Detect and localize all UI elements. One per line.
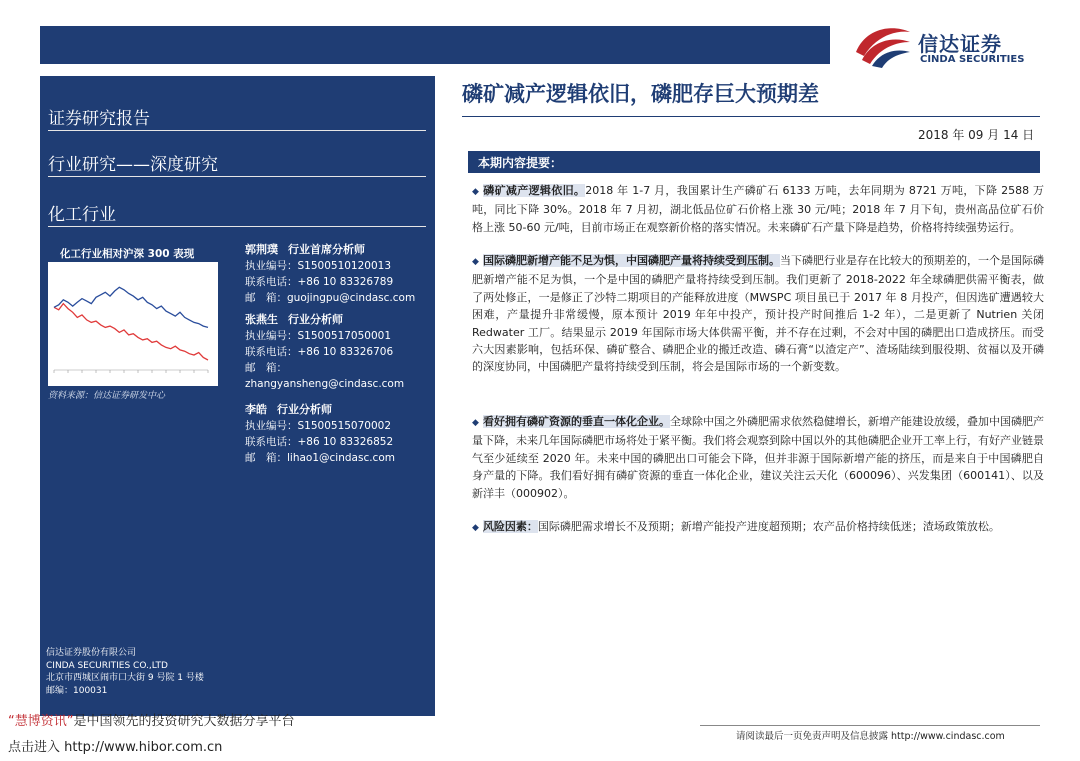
- chart-title: 化工行业相对沪深 300 表现: [60, 248, 195, 260]
- analyst-title: 行业分析师: [288, 313, 344, 326]
- chart-series-line-1: [54, 287, 208, 327]
- diamond-bullet-icon: ◆: [472, 418, 479, 428]
- summary-bullet: [472, 518, 1044, 537]
- analyst-title: 行业首席分析师: [288, 243, 366, 256]
- bullet-text: 2018 年 1-7 月，我国累计生产磷矿石 6133 万吨，去年同期为 8721 万吨，下降 2588 万吨，同比下降 30%。2018 年 7 月初，湖北低品位矿石价格上涨 30 元/吨；2018 年 7 月下旬，贵州高品位矿石价格上涨 50-60 元/吨，目前市场正在观察新价格的落实情况。未来磷矿石产量下降是趋势，价格将持续强势运行。: [472, 184, 1045, 234]
- footer-divider: [700, 725, 1040, 726]
- divider: [48, 226, 426, 227]
- top-banner: [40, 26, 830, 64]
- report-title: 磷矿减产逻辑依旧，磷肥存巨大预期差: [462, 82, 819, 106]
- firm-name-en: CINDA SECURITIES CO.,LTD: [46, 660, 168, 671]
- hibor-watermark: [0, 706, 440, 761]
- analyst-cert: S1500510120013: [297, 260, 392, 272]
- bullet-text: 国际磷肥需求增长不及预期；新增产能投产进度超预期；农产品价格持续低迷；渣场政策放松。: [537, 520, 1000, 533]
- analyst-card: [245, 312, 404, 392]
- cert-label: 执业编号：: [245, 260, 298, 272]
- analyst-email[interactable]: lihao1@cindasc.com: [287, 452, 395, 464]
- diamond-bullet-icon: ◆: [472, 257, 479, 267]
- watermark-brand: “慧博资讯”: [8, 714, 74, 729]
- cert-label: 执业编号：: [245, 330, 298, 342]
- phone-label: 联系电话：: [245, 346, 298, 358]
- firm-info: [46, 647, 204, 697]
- analyst-cert: S1500515070002: [297, 420, 392, 432]
- report-type: 证券研究报告: [48, 109, 150, 129]
- email-label: 邮 箱：: [245, 362, 287, 374]
- divider: [48, 130, 426, 131]
- email-label: 邮 箱：: [245, 452, 287, 464]
- analyst-card: [245, 402, 395, 466]
- analyst-name: 郭荆璞: [245, 243, 278, 256]
- logo-text-en: CINDA SECURITIES: [920, 54, 1025, 65]
- summary-bullet: [472, 182, 1044, 236]
- bullet-headline: 国际磷肥新增产能不足为惧，中国磷肥产量将持续受到压制。: [482, 254, 780, 267]
- phone-label: 联系电话：: [245, 436, 298, 448]
- analyst-name: 李皓: [245, 403, 267, 416]
- cert-label: 执业编号：: [245, 420, 298, 432]
- diamond-bullet-icon: ◆: [472, 523, 479, 533]
- divider: [48, 176, 426, 177]
- chart-series-line-0: [54, 304, 208, 360]
- diamond-bullet-icon: ◆: [472, 187, 480, 197]
- sidebar: [40, 76, 435, 716]
- analyst-title: 行业分析师: [277, 403, 333, 416]
- bullet-headline: 看好拥有磷矿资源的垂直一体化企业。: [482, 415, 670, 428]
- title-divider: [462, 116, 1040, 117]
- footer-disclaimer[interactable]: 请阅读最后一页免责声明及信息披露 http://www.cindasc.com: [736, 731, 1005, 742]
- bullet-headline: 风险因素：: [482, 520, 538, 533]
- watermark-link[interactable]: 点击进入 http://www.hibor.com.cn: [8, 740, 223, 755]
- report-category: 行业研究——深度研究: [48, 155, 218, 175]
- analyst-phone: +86 10 83326852: [297, 436, 394, 448]
- firm-postcode: 邮编：100031: [46, 685, 108, 696]
- logo-text-cn: 信达证券: [918, 32, 1002, 56]
- chart-source: 资料来源：信达证券研发中心: [48, 391, 166, 401]
- firm-address: 北京市西城区闹市口大街 9 号院 1 号楼: [46, 673, 204, 683]
- analyst-cert: S1500517050001: [297, 330, 392, 342]
- performance-chart: [48, 262, 218, 386]
- bullet-headline: 磷矿减产逻辑依旧。: [483, 184, 586, 197]
- bullet-text: 全球除中国之外磷肥需求依然稳健增长，新增产能建设放缓，叠加中国磷肥产量下降，未来几年国际磷肥市场将处于紧平衡。我们将会观察到除中国以外的其他磷肥企业开工率上行，有好产业链景气至少延续至 2020 年。未来中国的磷肥出口可能会下降，但并非源于国际新增产能的挤压，而是来自于中国磷肥自身产量的下降。我们看好拥有磷矿资源的垂直一体化企业，建议关注云天化（600096）、兴发集团（600141）、以及新洋丰（000902）。: [472, 415, 1045, 500]
- analyst-email[interactable]: zhangyansheng@cindasc.com: [245, 378, 405, 390]
- firm-name-cn: 信达证券股份有限公司: [46, 648, 137, 658]
- email-label: 邮 箱：: [245, 292, 287, 304]
- logo-swoosh-icon: [852, 22, 914, 68]
- cinda-logo: [852, 20, 1052, 70]
- analyst-phone: +86 10 83326789: [297, 276, 394, 288]
- summary-heading: 本期内容提要：: [478, 156, 563, 170]
- analyst-phone: +86 10 83326706: [297, 346, 394, 358]
- industry-label: 化工行业: [48, 205, 116, 225]
- analyst-name: 张燕生: [245, 313, 278, 326]
- summary-bullet: [472, 252, 1044, 376]
- report-date: 2018 年 09 月 14 日: [918, 128, 1035, 142]
- analyst-email[interactable]: guojingpu@cindasc.com: [287, 292, 416, 304]
- watermark-tagline: 是中国领先的投资研究大数据分享平台: [73, 714, 295, 729]
- performance-chart-svg: [48, 262, 218, 386]
- phone-label: 联系电话：: [245, 276, 298, 288]
- analyst-card: [245, 242, 415, 306]
- summary-bullet: [472, 413, 1044, 502]
- bullet-text: 当下磷肥行业是存在比较大的预期差的，一个是国际磷肥新增产能不足为惧，一个是中国的磷肥产量将持续受到压制。我们更新了 2018-2022 年全球磷肥供需平衡表，做了两处修正，一是修正了沙特二期项目的产能释放进度（MWSPC 项目虽已于 2017 年 8 月投产，但因选矿遭遇较大困难，产量提升非常缓慢，原本预计 2019 年年中投产，预计投产时间推后 1-2 年），二是更新了 Nutrien 关闭 Redwater 工厂。结果显示 2019 年国际市场大体供需平衡，并不存在过剩，不会对中国的磷肥出口造成挤压。而受六大因素影响，包括环保、磷矿整合、磷肥企业的搬迁改造、磷石膏“以渣定产”、渣场陆续到服役期、贫福以及开磷的深度协同，中国磷肥产量将持续受到压制，将会是国际市场的一个新变数。: [472, 254, 1045, 374]
